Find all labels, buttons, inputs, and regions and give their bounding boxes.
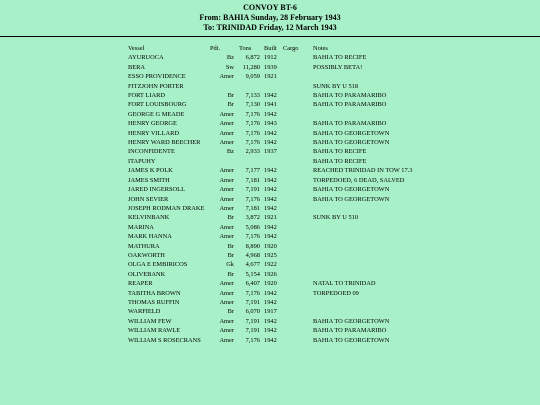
- vessel-flag: Amer: [219, 167, 234, 175]
- vessel-cargo: [283, 119, 313, 128]
- column-header-vessel: Vessel: [128, 45, 145, 52]
- vessel-cargo: [283, 195, 313, 204]
- vessel-name: TABITHA BROWN: [128, 289, 181, 297]
- vessel-cargo: [283, 307, 313, 316]
- vessel-cargo: [283, 317, 313, 326]
- vessel-cargo: [283, 279, 313, 288]
- table-row: [128, 251, 453, 260]
- vessel-notes: [313, 72, 453, 81]
- vessel-name: JAMES K POLK: [128, 167, 173, 175]
- vessel-name: HENRY GEORGE: [128, 120, 177, 128]
- vessel-cargo: [283, 157, 313, 166]
- vessel-flag: Amer: [219, 289, 234, 297]
- vessel-flag: Amer: [219, 317, 234, 325]
- table-row: [128, 204, 453, 213]
- vessel-built: 1922: [264, 261, 277, 269]
- vessel-built: 1943: [264, 120, 277, 128]
- vessel-name: JARED INGERSOLL: [128, 186, 185, 194]
- vessel-flag: Amer: [219, 139, 234, 147]
- vessel-built: 1942: [264, 327, 277, 335]
- vessel-name: JAMES SMITH: [128, 176, 170, 184]
- vessel-name: WARFIELD: [128, 308, 161, 316]
- vessel-notes: [313, 307, 453, 316]
- vessel-cargo: [283, 289, 313, 298]
- table-row: [128, 100, 453, 109]
- vessel-flag: Br: [227, 308, 234, 316]
- table-row: [128, 213, 453, 222]
- vessel-cargo: [283, 110, 313, 119]
- vessel-built: 1926: [264, 270, 277, 278]
- vessel-name: OLGA E EMBIRICOS: [128, 261, 188, 269]
- vessel-tons: 9,059: [245, 73, 260, 81]
- table-row: [128, 147, 453, 156]
- vessel-name: KELVINBANK: [128, 214, 170, 222]
- vessel-tons: 7,176: [245, 289, 260, 297]
- vessel-tons: 6,872: [245, 54, 260, 62]
- column-header-notes: Notes: [313, 45, 328, 52]
- vessel-notes: SUNK BY U 510: [313, 214, 359, 222]
- convoy-table: [128, 44, 453, 345]
- table-row: [128, 166, 453, 175]
- vessel-built: 1942: [264, 298, 277, 306]
- vessel-notes: REACHED TRINIDAD IN TOW 17.3: [313, 167, 413, 175]
- vessel-tons: 11,280: [242, 63, 260, 71]
- vessel-tons: 3,872: [245, 214, 260, 222]
- vessel-built: 1942: [264, 317, 277, 325]
- vessel-notes: TORPEDOED 09: [313, 289, 359, 297]
- vessel-built: 1920: [264, 280, 277, 288]
- vessel-built: 1921: [264, 73, 277, 81]
- vessel-name: MARINA: [128, 223, 154, 231]
- table-row: [128, 53, 453, 62]
- vessel-notes: BAHIA TO GEORGETOWN: [313, 336, 390, 344]
- vessel-cargo: [283, 82, 313, 91]
- vessel-flag: Bz: [226, 54, 234, 62]
- vessel-notes: [313, 260, 453, 269]
- vessel-cargo: [283, 138, 313, 147]
- table-row: [128, 317, 453, 326]
- vessel-cargo: [283, 91, 313, 100]
- vessel-tons: 8,890: [245, 242, 260, 250]
- vessel-tons: 7,181: [245, 204, 260, 212]
- vessel-tons: 7,191: [245, 298, 260, 306]
- vessel-name: WILLIAM RAWLE: [128, 327, 181, 335]
- table-row: [128, 289, 453, 298]
- vessel-name: REAPER: [128, 280, 153, 288]
- vessel-cargo: [283, 72, 313, 81]
- vessel-built: 1941: [264, 101, 277, 109]
- vessel-built: 1942: [264, 336, 277, 344]
- vessel-name: OLIVEBANK: [128, 270, 166, 278]
- vessel-tons: 7,176: [245, 110, 260, 118]
- vessel-notes: BAHIA TO RECIFE: [313, 157, 367, 165]
- vessel-flag: Amer: [219, 195, 234, 203]
- vessel-tons: 7,133: [245, 92, 260, 100]
- vessel-flag: Amer: [219, 186, 234, 194]
- vessel-built: 1920: [264, 242, 277, 250]
- vessel-notes: [313, 204, 453, 213]
- vessel-name: FORT LIARD: [128, 92, 165, 100]
- page-header: [0, 0, 540, 33]
- vessel-notes: [313, 223, 453, 232]
- vessel-built: 1921: [264, 214, 277, 222]
- vessel-notes: BAHIA TO GEORGETOWN: [313, 317, 390, 325]
- vessel-cargo: [283, 100, 313, 109]
- vessel-cargo: [283, 336, 313, 345]
- vessel-flag: Amer: [219, 110, 234, 118]
- vessel-flag: Amer: [219, 298, 234, 306]
- vessel-notes: [313, 251, 453, 260]
- vessel-tons: 2,933: [245, 148, 260, 156]
- vessel-tons: 7,191: [245, 317, 260, 325]
- vessel-notes: TORPEDOED, 6 DEAD, SALVED: [313, 176, 405, 184]
- vessel-name: AYURUOCA: [128, 54, 164, 62]
- vessel-flag: Br: [227, 251, 234, 259]
- vessel-notes: [313, 242, 453, 251]
- vessel-tons: 5,086: [245, 223, 260, 231]
- vessel-notes: BAHIA TO RECIFE: [313, 54, 367, 62]
- table-row: [128, 82, 453, 91]
- table-row: [128, 63, 453, 72]
- vessel-name: INCONFIDENTE: [128, 148, 175, 156]
- vessel-flag: Amer: [219, 223, 234, 231]
- vessel-built: 1937: [264, 148, 277, 156]
- vessel-flag: Br: [227, 214, 234, 222]
- table-row: [128, 232, 453, 241]
- vessel-built: 1942: [264, 233, 277, 241]
- vessel-notes: [313, 110, 453, 119]
- vessel-notes: BAHIA TO GEORGETOWN: [313, 195, 390, 203]
- vessel-tons: 7,176: [245, 129, 260, 137]
- vessel-cargo: [283, 147, 313, 156]
- vessel-name: OAKWORTH: [128, 251, 165, 259]
- vessel-cargo: [283, 213, 313, 222]
- vessel-name: ESSO PROVIDENCE: [128, 73, 186, 81]
- vessel-tons: 4,968: [245, 251, 260, 259]
- table-row: [128, 157, 453, 166]
- vessel-name: BERA: [128, 63, 146, 71]
- table-row: [128, 298, 453, 307]
- vessel-built: 1912: [264, 54, 277, 62]
- vessel-notes: BAHIA TO GEORGETOWN: [313, 139, 390, 147]
- departure-line: From: BAHIA Sunday, 28 February 1943: [199, 13, 341, 22]
- vessel-flag: Bz: [226, 148, 234, 156]
- vessel-flag: Amer: [219, 336, 234, 344]
- vessel-notes: SUNK BY U 518: [313, 82, 359, 90]
- table-row: [128, 176, 453, 185]
- table-row: [128, 185, 453, 194]
- vessel-flag: Amer: [219, 176, 234, 184]
- vessel-flag: [210, 157, 239, 166]
- vessel-flag: Br: [227, 242, 234, 250]
- vessel-notes: BAHIA TO PARAMARIBO: [313, 92, 387, 100]
- vessel-notes: BAHIA TO GEORGETOWN: [313, 129, 390, 137]
- vessel-cargo: [283, 129, 313, 138]
- vessel-cargo: [283, 232, 313, 241]
- vessel-tons: 7,191: [245, 327, 260, 335]
- table-header-row: [128, 44, 453, 53]
- vessel-built: 1939: [264, 63, 277, 71]
- vessel-notes: [313, 270, 453, 279]
- vessel-flag: Amer: [219, 73, 234, 81]
- vessel-tons: 6,070: [245, 308, 260, 316]
- arrival-line: To: TRINIDAD Friday, 12 March 1943: [203, 23, 337, 32]
- table-row: [128, 119, 453, 128]
- column-header-built: Built: [264, 45, 277, 52]
- table-row: [128, 91, 453, 100]
- vessel-notes: [313, 232, 453, 241]
- vessel-flag: Amer: [219, 233, 234, 241]
- vessel-flag: [210, 82, 239, 91]
- vessel-name: FITZJOHN PORTER: [128, 82, 184, 90]
- vessel-name: WILLIAM FEW: [128, 317, 172, 325]
- vessel-notes: POSSIBLY BETA!: [313, 63, 363, 71]
- vessel-built: 1917: [264, 308, 277, 316]
- vessel-notes: BAHIA TO GEORGETOWN: [313, 186, 390, 194]
- vessel-flag: Sw: [225, 63, 234, 71]
- vessel-cargo: [283, 176, 313, 185]
- convoy-title: CONVOY BT-6: [243, 3, 297, 12]
- vessel-flag: Br: [227, 270, 234, 278]
- vessel-name: JOSEPH RODMAN DRAKE: [128, 204, 205, 212]
- vessel-tons: 7,181: [245, 176, 260, 184]
- vessel-cargo: [283, 185, 313, 194]
- vessel-built: 1925: [264, 251, 277, 259]
- vessel-name: WILLIAM S ROSECRANS: [128, 336, 201, 344]
- vessel-flag: Amer: [219, 120, 234, 128]
- vessel-tons: 7,191: [245, 186, 260, 194]
- table-row: [128, 72, 453, 81]
- vessel-tons: 7,176: [245, 336, 260, 344]
- vessel-name: FORT LOUISBOURG: [128, 101, 187, 109]
- vessel-built: 1942: [264, 195, 277, 203]
- vessel-tons: [239, 157, 264, 166]
- vessel-cargo: [283, 326, 313, 335]
- vessel-tons: 7,176: [245, 139, 260, 147]
- table-row: [128, 223, 453, 232]
- vessel-tons: 7,130: [245, 101, 260, 109]
- table-row: [128, 279, 453, 288]
- table-row: [128, 242, 453, 251]
- vessel-cargo: [283, 223, 313, 232]
- vessel-built: 1942: [264, 176, 277, 184]
- table-row: [128, 326, 453, 335]
- table-row: [128, 336, 453, 345]
- table-row: [128, 138, 453, 147]
- vessel-name: JOHN SEVIER: [128, 195, 169, 203]
- vessel-flag: Amer: [219, 327, 234, 335]
- vessel-notes: NATAL TO TRINIDAD: [313, 280, 376, 288]
- vessel-tons: 7,176: [245, 233, 260, 241]
- vessel-built: 1942: [264, 139, 277, 147]
- vessel-cargo: [283, 166, 313, 175]
- vessel-tons: 6,407: [245, 280, 260, 288]
- vessel-built: 1942: [264, 110, 277, 118]
- column-header-tons: Tons: [239, 45, 252, 52]
- vessel-built: 1942: [264, 289, 277, 297]
- vessel-cargo: [283, 270, 313, 279]
- vessel-notes: BAHIA TO PARAMARIBO: [313, 327, 387, 335]
- table-row: [128, 260, 453, 269]
- vessel-tons: 4,677: [245, 261, 260, 269]
- table-row: [128, 307, 453, 316]
- convoy-table-body: [128, 53, 453, 345]
- vessel-tons: 5,154: [245, 270, 260, 278]
- vessel-cargo: [283, 204, 313, 213]
- vessel-built: 1942: [264, 223, 277, 231]
- vessel-notes: BAHIA TO PARAMARIBO: [313, 101, 387, 109]
- vessel-name: MATHURA: [128, 242, 160, 250]
- vessel-tons: 7,177: [245, 167, 260, 175]
- vessel-built: 1942: [264, 204, 277, 212]
- vessel-name: THOMAS RUFFIN: [128, 298, 180, 306]
- vessel-notes: BAHIA TO RECIFE: [313, 148, 367, 156]
- vessel-notes: [313, 298, 453, 307]
- vessel-flag: Br: [227, 92, 234, 100]
- vessel-built: [264, 82, 283, 91]
- vessel-flag: Gk: [226, 261, 234, 269]
- vessel-built: 1942: [264, 186, 277, 194]
- vessel-built: [264, 157, 283, 166]
- vessel-cargo: [283, 298, 313, 307]
- vessel-flag: Amer: [219, 129, 234, 137]
- vessel-notes: BAHIA TO PARAMARIBO: [313, 120, 387, 128]
- vessel-name: ITAPUHY: [128, 157, 156, 165]
- vessel-name: HENRY WARD BEECHER: [128, 139, 201, 147]
- column-header-flag: Pdt.: [210, 45, 221, 52]
- vessel-name: MARK HANNA: [128, 233, 172, 241]
- table-row: [128, 270, 453, 279]
- vessel-tons: 7,176: [245, 195, 260, 203]
- vessel-tons: [239, 82, 264, 91]
- header-divider: [0, 36, 540, 37]
- vessel-built: 1942: [264, 129, 277, 137]
- table-row: [128, 195, 453, 204]
- vessel-flag: Amer: [219, 204, 234, 212]
- vessel-built: 1942: [264, 92, 277, 100]
- vessel-flag: Br: [227, 101, 234, 109]
- vessel-cargo: [283, 260, 313, 269]
- vessel-flag: Amer: [219, 280, 234, 288]
- vessel-cargo: [283, 242, 313, 251]
- vessel-cargo: [283, 53, 313, 62]
- vessel-built: 1942: [264, 167, 277, 175]
- vessel-name: HENRY VILLARD: [128, 129, 179, 137]
- table-row: [128, 129, 453, 138]
- table-row: [128, 110, 453, 119]
- vessel-cargo: [283, 251, 313, 260]
- vessel-tons: 7,176: [245, 120, 260, 128]
- column-header-cargo: Cargo: [283, 45, 299, 52]
- vessel-cargo: [283, 63, 313, 72]
- vessel-name: GEORGE G MEADE: [128, 110, 185, 118]
